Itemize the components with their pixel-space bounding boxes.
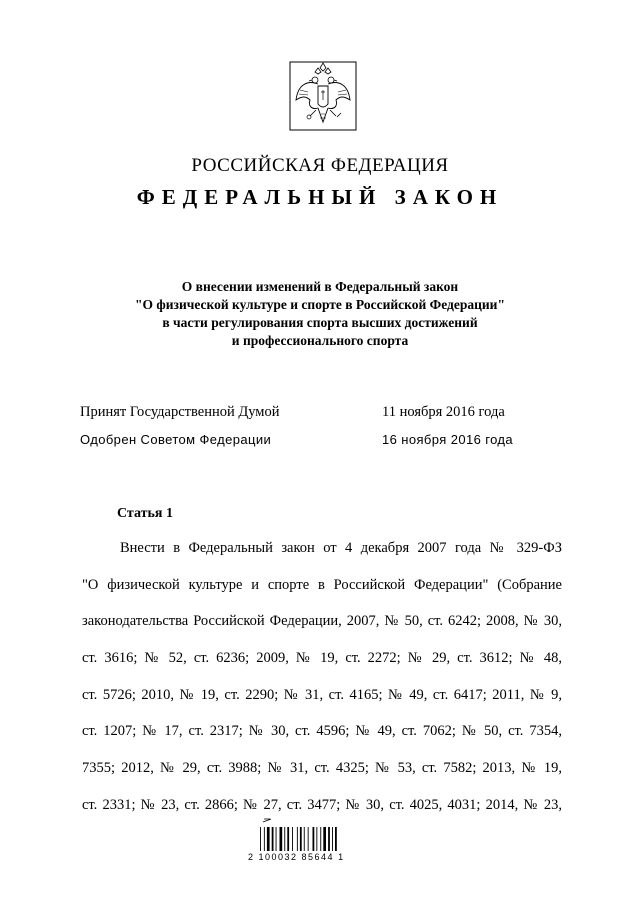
country-name: РОССИЙСКАЯ ФЕДЕРАЦИЯ <box>191 155 449 176</box>
adoption-date: 16 ноября 2016 года <box>382 432 514 447</box>
law-title-line: и профессионального спорта <box>231 333 409 348</box>
adoption-date: 11 ноября 2016 года <box>382 404 505 420</box>
body-line: ст. 5726; 2010, № 19, ст. 2290; № 31, ст. 4165; № 49, ст. 6417; 2011, № 9, <box>82 686 562 703</box>
coat-of-arms-icon <box>288 60 358 132</box>
law-title <box>0 278 640 350</box>
adoption-label: Принят Государственной Думой <box>80 404 280 420</box>
body-line: ст. 1207; № 17, ст. 2317; № 30, ст. 4596; № 49, ст. 7062; № 50, ст. 7354, <box>82 723 562 740</box>
law-title-line: в части регулирования спорта высших достижений <box>162 315 478 330</box>
body-line: законодательства Российской Федерации, 2007, № 50, ст. 6242; 2008, № 30, <box>82 613 562 630</box>
barcode-icon <box>254 815 346 875</box>
body-line: ст. 3616; № 52, ст. 6236; 2009, № 19, ст. 2272; № 29, ст. 3612; № 48, <box>82 650 562 667</box>
article-body <box>82 540 562 834</box>
body-line: 7355; 2012, № 29, ст. 3988; № 31, ст. 4325; № 53, ст. 7582; 2013, № 19, <box>82 760 562 777</box>
body-line: ст. 2331; № 23, ст. 2866; № 27, ст. 3477; № 30, ст. 4025, 4031; 2014, № 23, <box>82 796 562 813</box>
body-line: "О физической культуре и спорте в Российской Федерации" (Собрание <box>82 576 562 593</box>
law-type-heading: ФЕДЕРАЛЬНЫЙ ЗАКОН <box>136 185 504 209</box>
barcode-number: 2 100032 85644 1 <box>248 852 345 862</box>
law-title-line: О внесении изменений в Федеральный закон <box>181 279 459 294</box>
body-line: Внести в Федеральный закон от 4 декабря 2007 года № 329-ФЗ <box>120 540 562 556</box>
article-heading: Статья 1 <box>117 506 173 521</box>
adoption-label: Одобрен Советом Федерации <box>80 432 272 447</box>
law-title-line: "О физической культуре и спорте в Российской Федерации" <box>135 297 505 312</box>
